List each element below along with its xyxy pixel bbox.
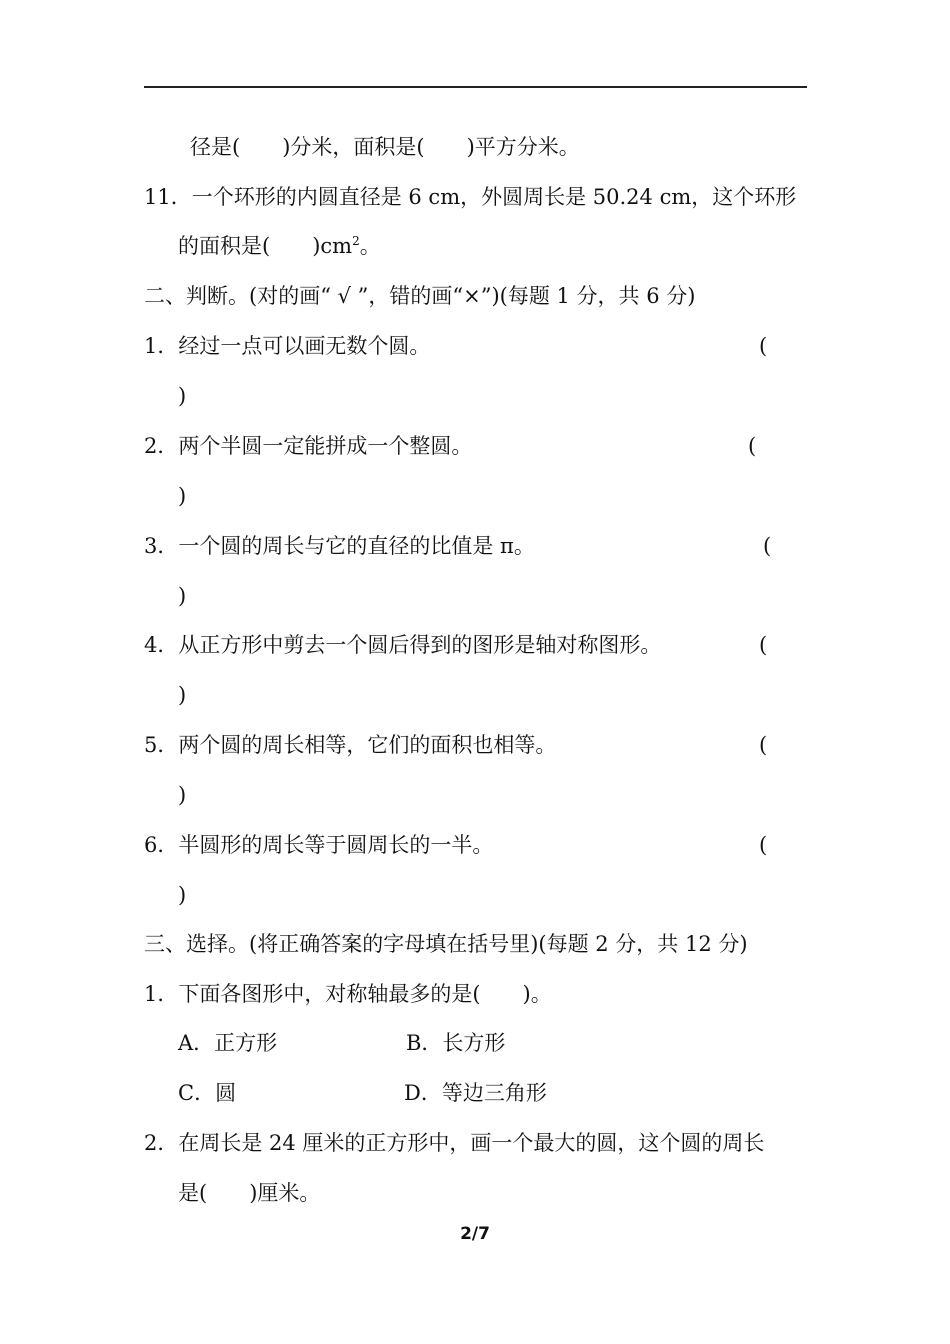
- answer-paren-open-6: (: [759, 833, 768, 857]
- answer-paren-close-6: ): [178, 883, 187, 907]
- q11-superscript: 2: [352, 234, 360, 248]
- q11-line2-end: 。: [359, 234, 381, 258]
- judge-item-6: 6．半圆形的周长等于圆周长的一半。: [144, 833, 494, 857]
- choice-q1-stem: 1．下面各图形中，对称轴最多的是( )。: [144, 982, 552, 1006]
- answer-paren-close-3: ): [178, 584, 187, 608]
- continuation-line: 径是( )分米，面积是( )平方分米。: [190, 135, 580, 159]
- answer-paren-open-2: (: [748, 434, 757, 458]
- section2-heading: 二、判断。(对的画“ √ ”，错的画“×”)(每题 1 分，共 6 分): [144, 284, 696, 308]
- judge-item-2: 2．两个半圆一定能拼成一个整圆。: [144, 434, 473, 458]
- answer-paren-close-2: ): [178, 484, 187, 508]
- section3-heading: 三、选择。(将正确答案的字母填在括号里)(每题 2 分，共 12 分): [144, 932, 748, 956]
- choice-option-d: D．等边三角形: [404, 1081, 547, 1105]
- answer-paren-open-4: (: [759, 633, 768, 657]
- answer-paren-open-5: (: [759, 733, 768, 757]
- choice-option-b: B．长方形: [406, 1031, 506, 1055]
- answer-paren-open-3: (: [763, 534, 772, 558]
- choice-option-c: C．圆: [178, 1081, 237, 1105]
- page-number: 2/7: [460, 1224, 490, 1244]
- judge-item-5: 5．两个圆的周长相等，它们的面积也相等。: [144, 733, 557, 757]
- answer-paren-close-1: ): [178, 384, 187, 408]
- choice-q2-line2: 是( )厘米。: [178, 1181, 321, 1205]
- judge-item-4: 4．从正方形中剪去一个圆后得到的图形是轴对称图形。: [144, 633, 662, 657]
- answer-paren-close-4: ): [178, 683, 187, 707]
- choice-option-a: A．正方形: [178, 1031, 278, 1055]
- q11-line1: 11．一个环形的内圆直径是 6 cm，外圆周长是 50.24 cm，这个环形: [144, 185, 797, 209]
- answer-paren-open-1: (: [759, 334, 768, 358]
- q11-line2: [178, 231, 381, 261]
- answer-paren-close-5: ): [178, 783, 187, 807]
- choice-q2-line1: 2．在周长是 24 厘米的正方形中，画一个最大的圆，这个圆的周长: [144, 1131, 765, 1155]
- q11-line2-text: 的面积是( )cm: [178, 234, 353, 258]
- judge-item-1: 1．经过一点可以画无数个圆。: [144, 334, 431, 358]
- header-rule: [144, 86, 807, 88]
- judge-item-3: 3．一个圆的周长与它的直径的比值是 π。: [144, 534, 535, 558]
